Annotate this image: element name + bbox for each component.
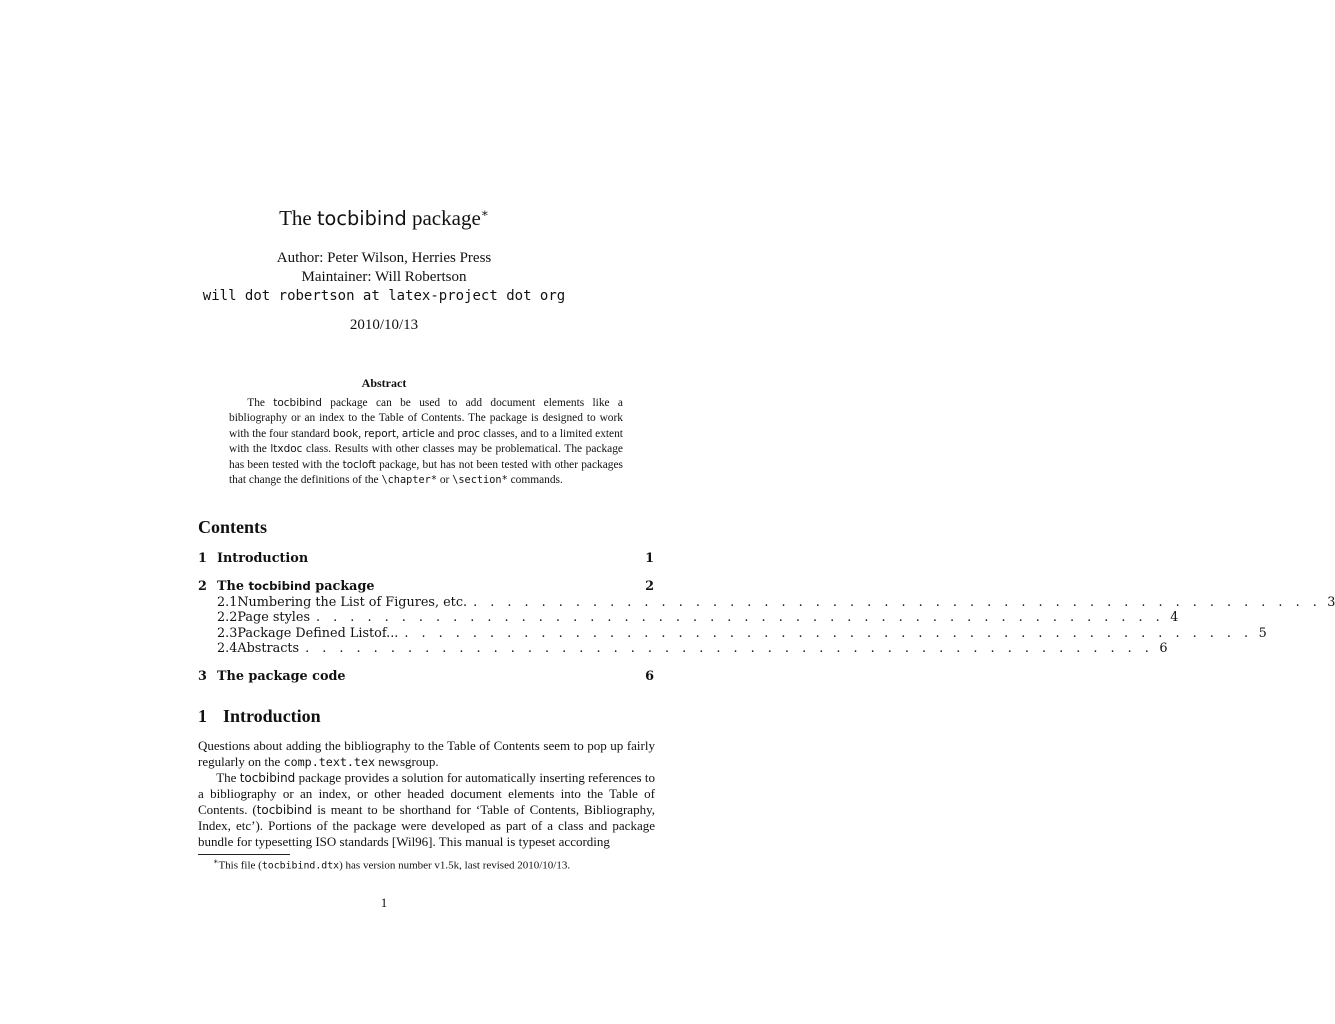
maintainer-line: Maintainer: Will Robertson [301, 269, 467, 285]
body-text [198, 738, 655, 850]
toc-page: 4 [1170, 610, 1179, 625]
paragraph [198, 738, 655, 770]
abstract-class-name: proc [457, 427, 481, 440]
footnote-mark: ∗ [213, 857, 219, 866]
toc-number: 2.2 [217, 610, 238, 625]
author-line: Author: Peter Wilson, Herries Press [276, 250, 492, 266]
footnote-rule [198, 854, 290, 855]
title-suffix: package [411, 206, 481, 230]
toc-page: 6 [645, 669, 654, 684]
toc-label-package: tocbibind [248, 579, 311, 593]
paragraph-text: is meant to be shorthand for ‘Table of Contents, Bibliography, Index, etc’). Portions of the package were developed as part of a class and package bundle for typesetting ISO standards [Wil96]. This manual is typeset according [198, 802, 655, 849]
abstract-heading: Abstract [361, 376, 407, 390]
contents-heading: Contents [198, 517, 268, 537]
abstract-package-name: tocbibind [273, 397, 322, 409]
toc-label [217, 579, 375, 594]
toc-label: Numbering the List of Figures, etc. [237, 595, 468, 610]
paragraph-text: newsgroup. [375, 754, 439, 769]
toc-page: 5 [1258, 626, 1267, 641]
toc-entry-package[interactable] [198, 579, 654, 594]
toc-page: 2 [645, 579, 654, 594]
toc-leader-dots: . . . . . . . . . . . . . . . . . . . . . . . . . . . . . . . . . . . . . . . . . . . . . . . . . . [316, 610, 1165, 625]
abstract-text: or [437, 474, 453, 487]
toc-label: The package code [217, 669, 346, 684]
section-title: Introduction [223, 706, 321, 726]
footnote-text: This file ( [218, 859, 262, 872]
abstract-package-name: tocloft [342, 458, 376, 471]
package-name: tocbibind [239, 771, 296, 785]
abstract-text: classes, and to a limited extent with the [229, 427, 623, 456]
toc-page: 6 [1159, 641, 1168, 656]
toc-label: Page styles [237, 610, 311, 625]
toc-label: Abstracts [237, 641, 300, 656]
paragraph-text: The [216, 770, 240, 785]
abstract-body [229, 396, 623, 488]
abstract-text: class. Results with other classes may be problematical. The package has been tested with the [229, 443, 623, 471]
maintainer-email: will dot robertson at latex-project dot org [202, 288, 566, 304]
paragraph [198, 770, 655, 850]
abstract-class-name: report [364, 427, 397, 440]
toc-label: Introduction [217, 551, 309, 566]
toc-leader-dots: . . . . . . . . . . . . . . . . . . . . . . . . . . . . . . . . . . . . . . . . . . . . . . . . . . [404, 626, 1253, 641]
toc-label-part: package [310, 579, 375, 594]
abstract-text: package can be used to add document elements like a bibliography or an index to the Table of Contents. The package is designed to work with the four standard [229, 397, 623, 440]
toc-number: 2 [198, 579, 207, 594]
document-date: 2010/10/13 [349, 317, 419, 333]
newsgroup-name: comp.text.tex [283, 755, 376, 769]
title-prefix: The [279, 206, 312, 230]
toc-number: 2.4 [217, 641, 238, 656]
toc-entry-listof[interactable] [217, 626, 1267, 641]
abstract-text: The [247, 397, 274, 409]
abstract-class-name: ltxdoc [270, 443, 303, 456]
toc-page: 3 [1327, 595, 1335, 610]
abstract-class-name: book [332, 427, 359, 440]
paragraph-text: Questions about adding the bibliography to the Table of Contents seem to pop up fairly regularly on the [198, 738, 655, 769]
abstract-text: , [396, 427, 402, 440]
toc-entry-abstracts[interactable] [217, 641, 1168, 656]
footnote [213, 857, 570, 872]
toc-entry-page-styles[interactable] [217, 610, 1179, 625]
abstract-text: , [358, 427, 365, 440]
abstract-command: \section* [452, 474, 508, 487]
toc-label: Package Defined Listof... [237, 626, 399, 641]
toc-page: 1 [645, 551, 654, 566]
toc-entry-package-code[interactable] [198, 669, 654, 684]
toc-entry-numbering[interactable] [217, 595, 1335, 610]
section-number: 1 [198, 706, 207, 726]
toc-label-part: The [217, 579, 249, 594]
paragraph-text: package provides a solution for automatically inserting references to a bibliography or an index, or other headed document elements into the Table of Contents. ( [198, 770, 655, 817]
title-package-name: tocbibind [316, 207, 407, 230]
toc-number: 3 [198, 669, 207, 684]
section-heading-introduction [198, 706, 321, 727]
abstract-text: commands. [507, 474, 563, 487]
page-number: 1 [380, 895, 388, 910]
document-title [0, 206, 768, 231]
toc-leader-dots: . . . . . . . . . . . . . . . . . . . . . . . . . . . . . . . . . . . . . . . . . . . . . . . . . . [305, 641, 1154, 656]
abstract-command: \chapter* [381, 474, 438, 487]
toc-number: 2.3 [217, 626, 238, 641]
footnote-filename: tocbibind.dtx [261, 860, 340, 872]
package-name: tocbibind [256, 803, 313, 817]
toc-leader-dots: . . . . . . . . . . . . . . . . . . . . . . . . . . . . . . . . . . . . . . . . . . . . . . . . . . [473, 595, 1322, 610]
toc-number: 2.1 [217, 595, 238, 610]
footnote-text: ) has version number v1.5k, last revised 2010/10/13. [339, 859, 571, 872]
toc-entry-introduction[interactable] [198, 551, 654, 566]
abstract-class-name: article [401, 427, 435, 440]
toc-number: 1 [198, 551, 207, 566]
abstract-text: package, but has not been tested with other packages that change the definitions of the [229, 458, 623, 487]
abstract-text: and [434, 427, 458, 440]
title-footnote-mark: ∗ [480, 206, 489, 220]
